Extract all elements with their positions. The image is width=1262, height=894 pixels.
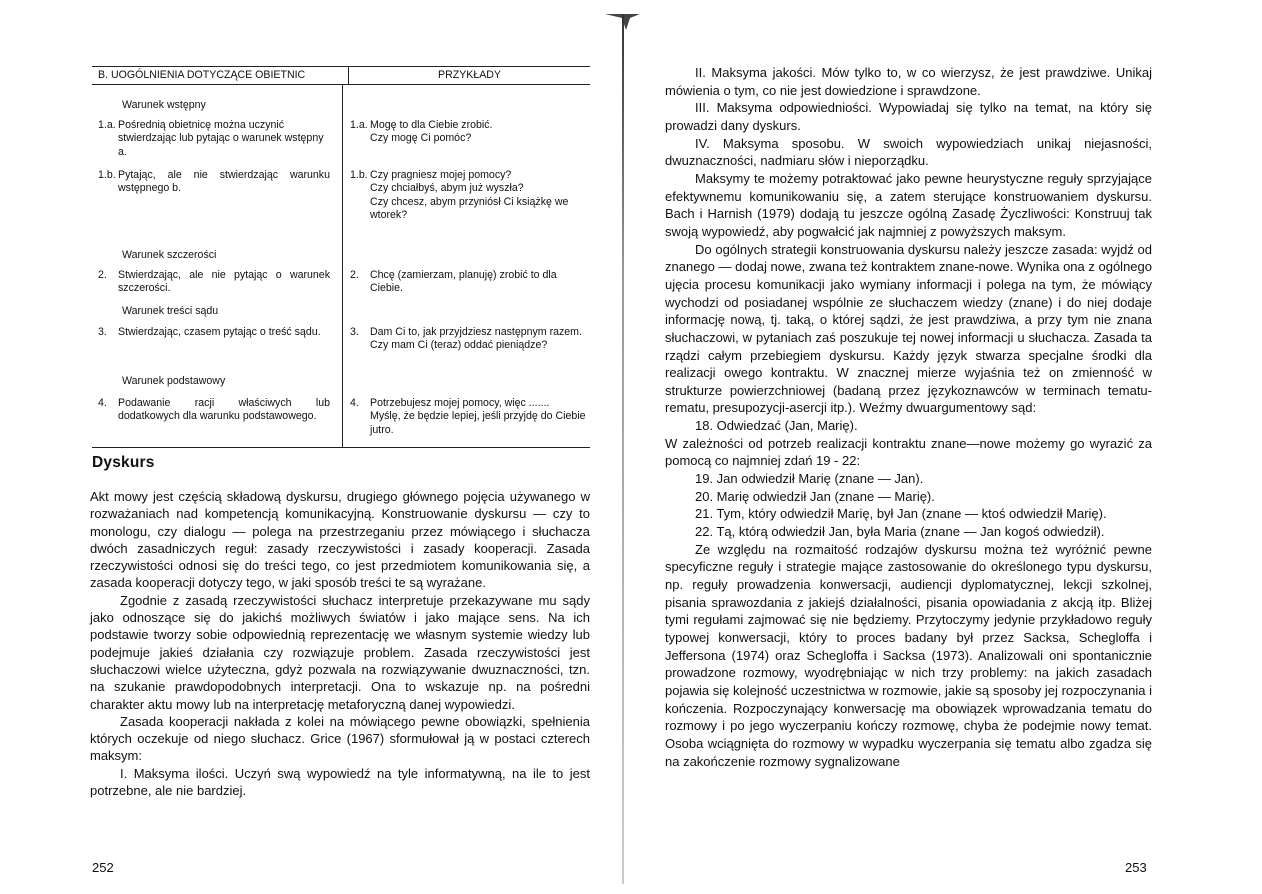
left-page	[0, 0, 625, 894]
section-label: Warunek wstępny	[122, 99, 206, 111]
paragraph: Akt mowy jest częścią składową dyskursu, drugiego głównego pojęcia używanego w rozważaniach nad kompetencją komunikacyjną. Konstruowanie dyskursu — czy to monologu, czy dialogu — polega na przestrzeganiu przez mówiącego i słuchacza dwóch zasadniczych reguł: zasady rzeczywistości i zasady kooperacji. Zasada rzeczywistości odnosi się do treści tego, co jest przedmiotem komunikowania się, a zasada kooperacji dotyczy tego, w jaki sposób treści te są wyrażane.	[90, 489, 590, 591]
section-label: Warunek treści sądu	[122, 305, 219, 317]
item-number: 4.	[350, 397, 359, 409]
paragraph: Zasada kooperacji nakłada z kolei na mówiącego pewne obowiązki, spełnienia których oczekuje od niego słuchacz. Grice (1967) sformułował ją w postaci czterech maksym:	[90, 713, 590, 764]
paragraph: IV. Maksyma sposobu. W swoich wypowiedziach unikaj niejasności, dwuznaczności, nadmiaru słów i nieporządku.	[665, 135, 1152, 169]
example-line: Potrzebujesz mojej pomocy, więc .......	[370, 397, 550, 409]
table-left-item	[98, 169, 330, 196]
example-sentence: 19. Jan odwiedził Marię (znane — Jan).	[695, 471, 924, 487]
table-right-item	[350, 397, 586, 437]
table-right-item	[350, 119, 586, 146]
paragraph: II. Maksyma jakości. Mów tylko to, w co wierzysz, że jest prawdziwe. Unikaj mówienia o tym, co nie jest dowiedzione i sprawdzone.	[665, 65, 1152, 98]
paragraph: Do ogólnych strategii konstruowania dyskursu należy jeszcze zasada: wyjdź od znanego — dodaj nowe, zwana też kontraktem znane-nowe. Wynika ona z ogólnego ujęcia procesu komunikacji jako wymiany informacji i polega na tym, że mówiący wychodzi od posiadanej wspólnie ze słuchaczem wiedzy (znane) i do niej dodaje informację nową, tj. taką, o której sądzi, że jest prawdziwa, a przy tym nie znana słuchaczowi, w pytaniach zaś poszukuje tej nowej informacji u słuchacza. Zasada ta rządzi całym przebiegiem dyskursu. Każdy język stwarza specjalne środki dla realizacji owego kontraktu. W znacznej mierze wyjaśnia też on zmienność w strukturze powierzchniowej (badaną przez językoznawców w terminach tematu-rematu, presupozycji-asercji itp.). Weźmy dwuargumentowy sąd:	[665, 241, 1152, 416]
item-number: 3.	[98, 326, 107, 338]
item-number: 1.a.	[350, 119, 368, 131]
item-text: Stwierdzając, ale nie pytając o warunek szczerości.	[118, 269, 330, 295]
example-line: Mogę to dla Ciebie zrobić.	[370, 119, 493, 131]
item-text: Podawanie racji właściwych lub dodatkowych dla warunku podstawowego.	[118, 397, 330, 423]
right-page	[630, 0, 1262, 894]
example-line: Czy mogę Ci pomóc?	[370, 132, 472, 145]
left-body-text	[90, 488, 590, 799]
paragraph: Maksymy te możemy potraktować jako pewne heurystyczne reguły sprzyjające efektywnemu komunikowaniu się, a zatem sterujące konstruowaniem dyskursu. Bach i Harnish (1979) dodają tu jeszcze ogólną Zasadę Życzliwości: Konstruuj tak swoją wypowiedź, aby pogwałcić jak najmniej z powyższych maksym.	[665, 170, 1152, 239]
table-body	[92, 85, 590, 448]
paragraph: Ze względu na rozmaitość rodzajów dyskursu można też wyróżnić pewne specyficzne reguły i strategie mające zastosowanie do określonego typu dyskursu, np. reguły prowadzenia konwersacji, audiencji dyplomatycznej, lekcji szkolnej, pisania sprawozdania z jakiejś działalności, pisania opowiadania z akcją itp. Bliżej tymi regułami zajmować się nie będziemy. Przytoczymy jedynie przykładowo reguły typowej konwersacji, który to proces badany był przez Sacksa, Schegloffa i Jeffersona (1974) oraz Schegloffa i Sacksa (1973). Analizowali oni spontanicznie prowadzone rozmowy, wyodrębniając w nich trzy problemy: na jakich zasadach pojawia się kolejność uczestnictwa w rozmowie, jakie są sposoby jej rozpoczynania i kończenia. Rozpoczynający konwersację ma obowiązek wprowadzania tematu do rozmowy i po jego wyczerpaniu kończy rozmowę, chyba że podejmie nowy temat. Osoba wciągnięta do rozmowy w wypadku wyczerpania się tematu albo zgadza się na zakończenie rozmowy sygnalizowane	[665, 541, 1152, 769]
example-line: Czy pragniesz mojej pomocy?	[370, 169, 512, 181]
example-sentence: 21. Tym, który odwiedził Marię, był Jan (znane — ktoś odwiedził Marię).	[695, 506, 1107, 522]
example-line: Czy mam Ci (teraz) oddać pieniądze?	[370, 339, 548, 352]
table-header	[92, 66, 590, 85]
table-right-item	[350, 326, 586, 353]
paragraph: Zgodnie z zasadą rzeczywistości słuchacz interpretuje przekazywane mu sądy jako odnoszące się do jakichś możliwych światów i jako mające sens. Na ich podstawie tworzy sobie odpowiednią reprezentację we własnym systemie wiedzy lub podejmuje jakieś działania czy rozwiązuje problem. Zasada rzeczywistości jest słuchaczowi wielce użyteczna, gdyż pozwala na rozwiązywanie dwuznaczności, tzn. na szukanie prawdopodobnych interpretacji. Ona to wskazuje np. na pośredni charakter aktu mowy lub na interpretację metaforyczną danej wypowiedzi.	[90, 592, 590, 712]
table-left-item	[98, 119, 330, 159]
example-line: Dam Ci to, jak przyjdziesz następnym razem.	[370, 326, 582, 338]
example-sentence: 22. Tą, którą odwiedził Jan, była Maria (znane — Jan kogoś odwiedził).	[695, 524, 1105, 540]
page-number-right: 253	[1125, 860, 1147, 875]
page-number-left: 252	[92, 860, 114, 875]
item-number: 1.b.	[98, 169, 116, 181]
example-sentence: 20. Marię odwiedził Jan (znane — Marię).	[695, 488, 935, 504]
example-line: Czy chciałbyś, abym już wyszła?	[370, 182, 524, 195]
table-right-item	[350, 169, 586, 223]
item-text: Pytając, ale nie stwierdzając warunku wstępnego b.	[118, 169, 330, 195]
item-number: 1.b.	[350, 169, 368, 181]
item-number: 3.	[350, 326, 359, 338]
section-label: Warunek szczerości	[122, 249, 217, 261]
paragraph: W zależności od potrzeb realizacji kontraktu znane—nowe możemy go wyrazić za pomocą co najmniej zdań 19 - 22:	[665, 435, 1152, 469]
table-header-left: B. UOGÓLNIENIA DOTYCZĄCE OBIETNIC	[92, 67, 349, 84]
table-left-item	[98, 326, 330, 339]
item-number: 1.a.	[98, 119, 116, 131]
table-left-item	[98, 269, 330, 296]
item-number: 4.	[98, 397, 107, 409]
table-right-item	[350, 269, 586, 296]
table-header-right: PRZYKŁADY	[438, 69, 501, 81]
example-line: Chcę (zamierzam, planuję) zrobić to dla Ciebie.	[370, 269, 557, 295]
section-heading: Dyskurs	[92, 454, 155, 471]
item-number: 2.	[98, 269, 107, 281]
example-line: Myślę, że będzie lepiej, jeśli przyjdę do Ciebie jutro.	[370, 410, 586, 436]
paragraph: I. Maksyma ilości. Uczyń swą wypowiedź na tyle informatywną, na ile to jest potrzebne, ale nie bardziej.	[90, 765, 590, 799]
item-text: Stwierdzając, czasem pytając o treść sądu.	[118, 326, 321, 338]
item-text: Pośrednią obietnicę można uczynić stwierdzając lub pytając o warunek wstępny a.	[118, 119, 324, 158]
item-number: 2.	[350, 269, 359, 281]
section-label: Warunek podstawowy	[122, 375, 226, 387]
example-sentence: 18. Odwiedzać (Jan, Marię).	[695, 418, 858, 434]
promise-table	[92, 66, 590, 448]
paragraph: III. Maksyma odpowiedniości. Wypowiadaj się tylko na temat, na który się prowadzi dany dyskurs.	[665, 100, 1152, 133]
example-line: Czy chcesz, abym przyniósł Ci książkę we wtorek?	[370, 195, 569, 222]
book-spine	[622, 14, 624, 884]
table-left-item	[98, 397, 330, 424]
right-body-text	[665, 64, 1152, 770]
table-column-divider	[342, 85, 343, 447]
